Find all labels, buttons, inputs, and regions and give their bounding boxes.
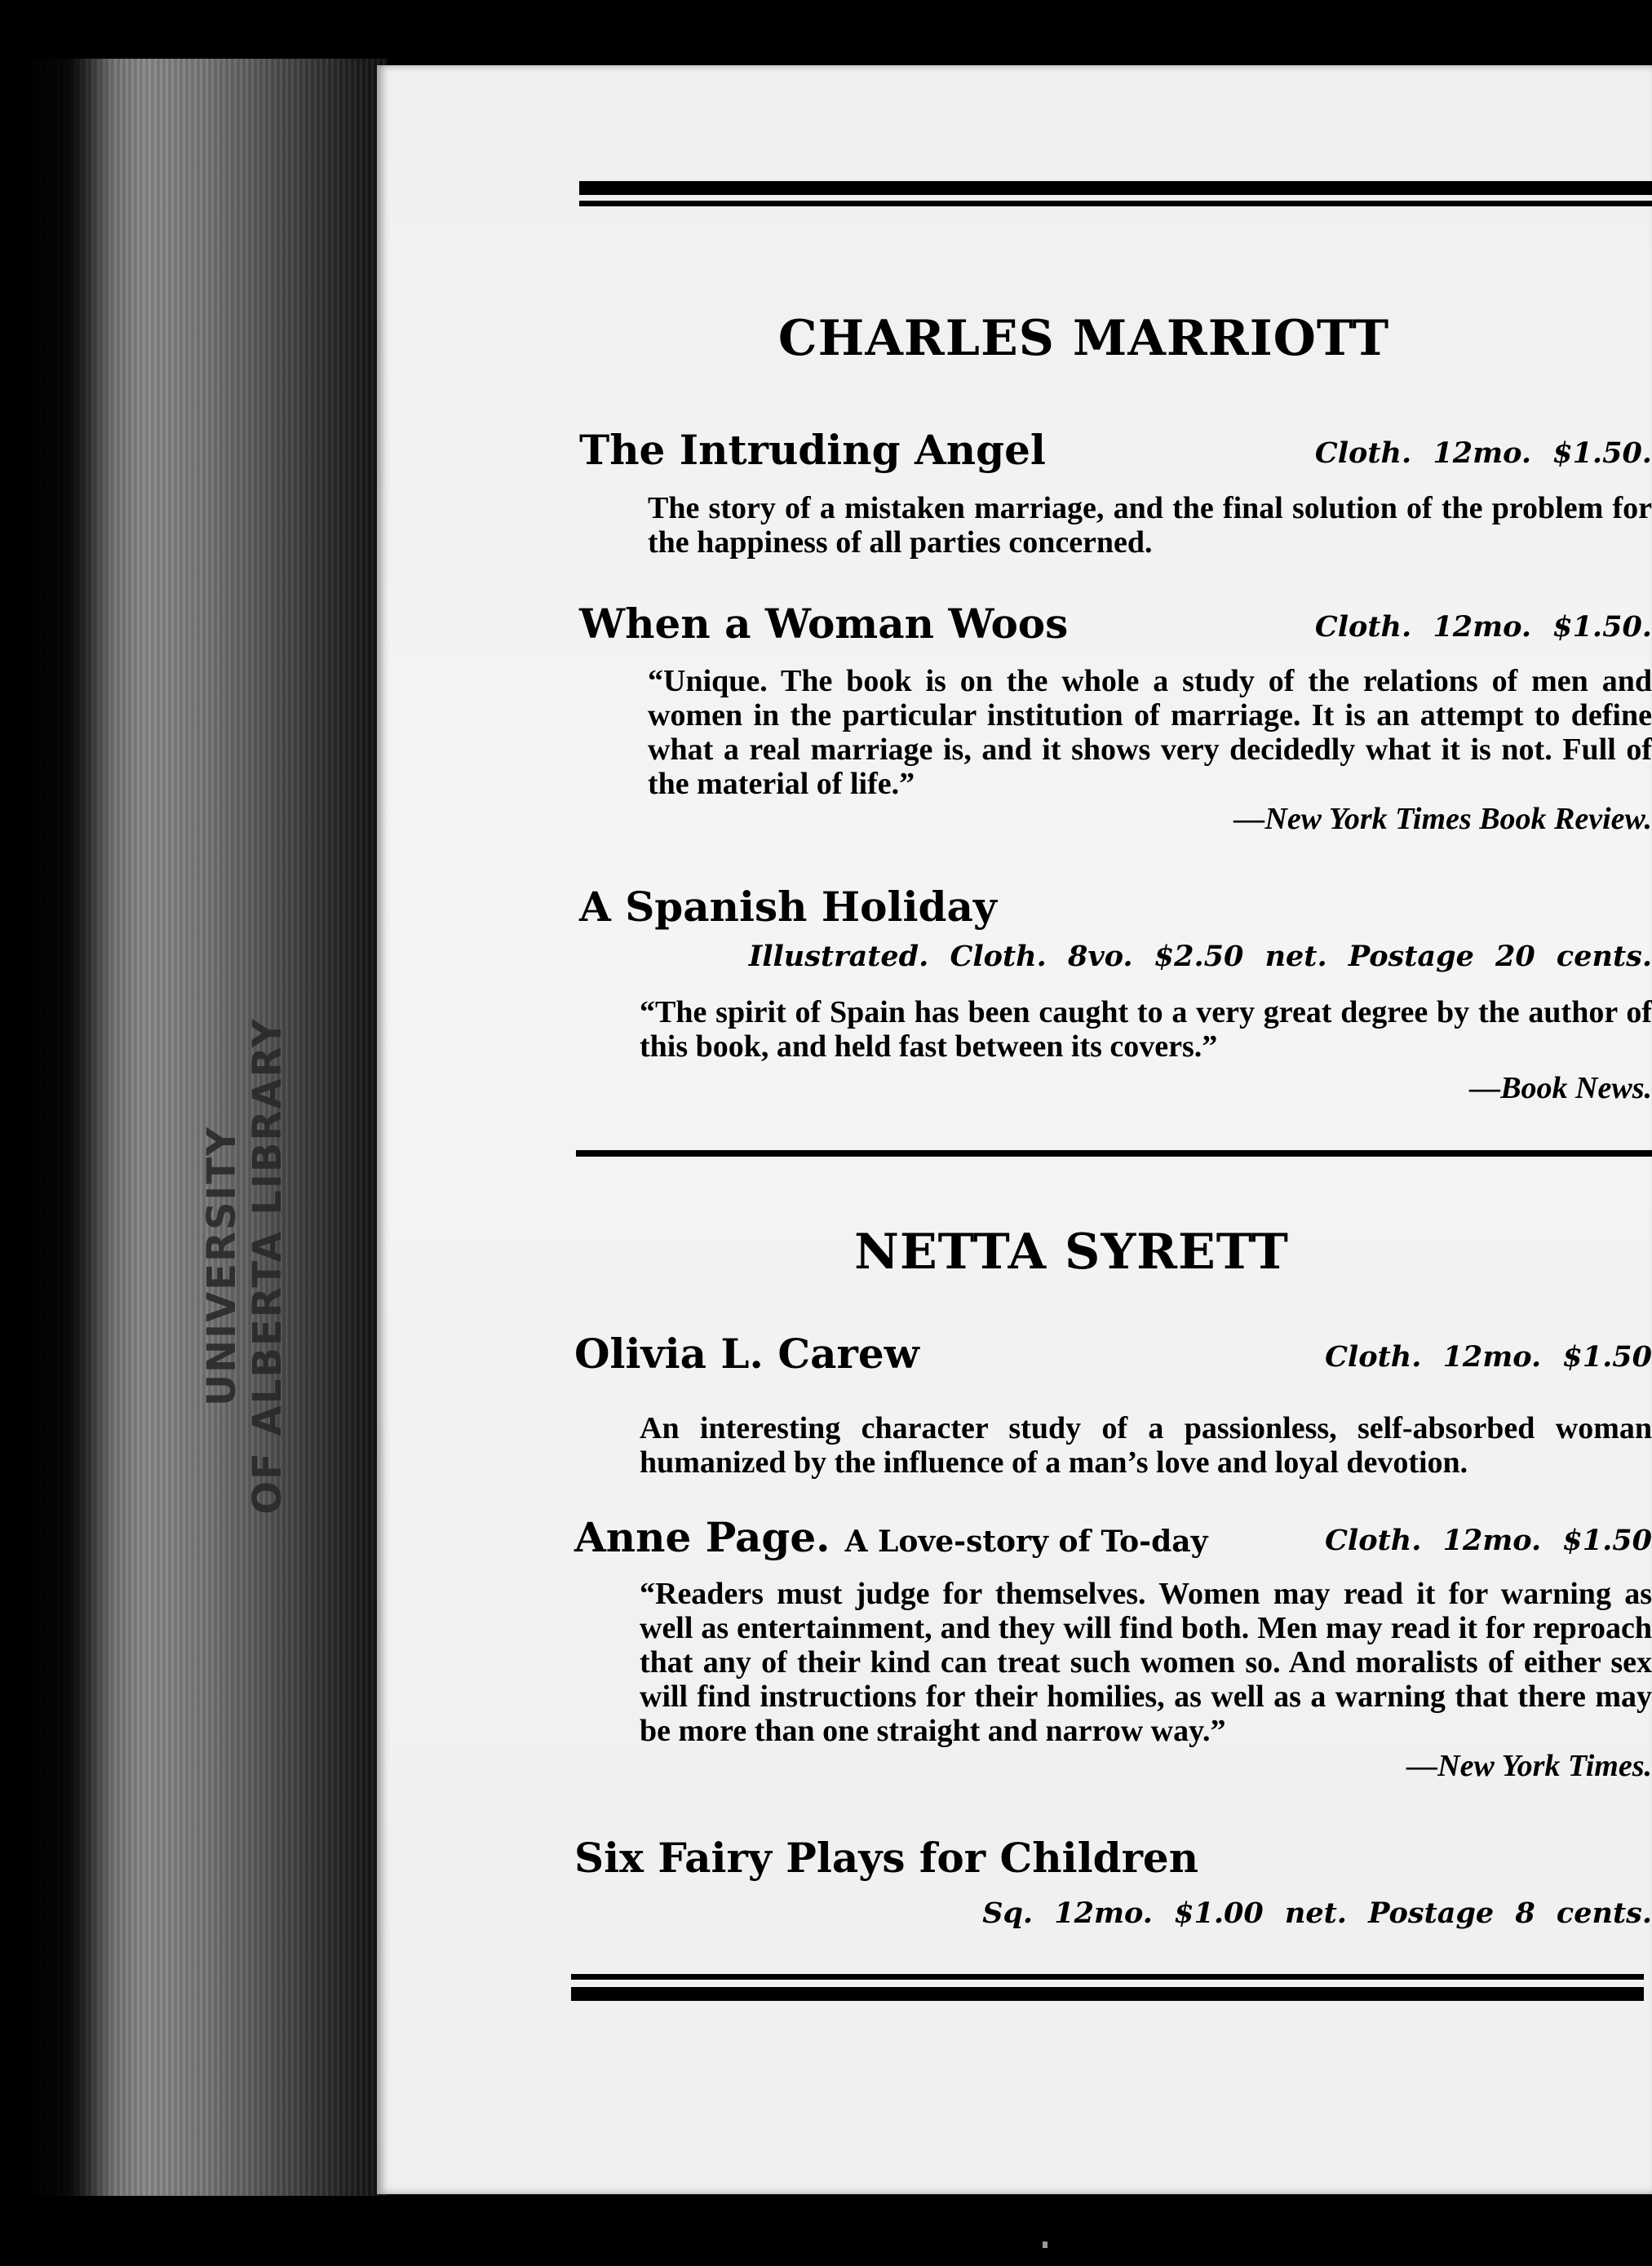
book-source-spanish-holiday: —Book News. — [1469, 1071, 1652, 1105]
book-title-spanish-holiday: A Spanish Holiday — [579, 883, 997, 931]
book-subtitle-anne-page: A Love-story of To-day — [844, 1525, 1208, 1559]
bottom-rule-thin — [571, 1974, 1644, 1980]
book-title-woman-woos: When a Woman Woos — [579, 600, 1069, 648]
book-desc-intruding-angel: The story of a mistaken marriage, and the final solution of the problem for the happiness of all parties concerned. — [648, 491, 1652, 560]
book-spine — [0, 59, 388, 2196]
bottom-rule-thick — [571, 1987, 1644, 2001]
spine-shadow — [0, 59, 114, 2196]
library-stamp — [199, 1017, 290, 1514]
book-meta-intruding-angel: Cloth. 12mo. $1.50. — [1314, 436, 1652, 470]
library-stamp-line-2: OF ALBERTA LIBRARY — [245, 1017, 290, 1515]
book-meta-spanish-holiday: Illustrated. Cloth. 8vo. $2.50 net. Postage 20 cents. — [748, 940, 1652, 973]
author-heading-marriott: CHARLES MARRIOTT — [777, 310, 1390, 367]
book-meta-olivia-carew: Cloth. 12mo. $1.50 — [1325, 1340, 1652, 1374]
section-divider-rule — [576, 1150, 1652, 1157]
book-source-anne-page: —New York Times. — [1406, 1749, 1652, 1783]
author-heading-syrett: NETTA SYRETT — [854, 1224, 1289, 1281]
catalog-page — [377, 65, 1652, 2194]
book-title-olivia-carew: Olivia L. Carew — [574, 1330, 919, 1378]
book-desc-olivia-carew: An interesting character study of a passionless, self-absorbed woman humanized by the influence of a man’s love and loyal devotion. — [640, 1411, 1652, 1480]
book-desc-woman-woos: “Unique. The book is on the whole a study of the relations of men and women in the particular institution of marriage. It is an attempt to define what a real marriage is, and it shows very decidedly what it is not. Full of the material of life.” — [648, 664, 1652, 801]
book-meta-six-fairy-plays: Sq. 12mo. $1.00 net. Postage 8 cents. — [982, 1896, 1652, 1930]
top-rule-thick — [579, 181, 1652, 195]
book-desc-spanish-holiday: “The spirit of Spain has been caught to a very great degree by the author of this book, and held fast between its covers.” — [640, 995, 1652, 1064]
top-rule-thin — [579, 201, 1652, 206]
book-title-six-fairy-plays: Six Fairy Plays for Children — [574, 1834, 1199, 1882]
library-stamp-line-1: UNIVERSITY — [199, 1126, 245, 1406]
book-desc-anne-page: “Readers must judge for themselves. Women may read it for warning as well as entertainment, and they will find both. Men may read it for reproach that any of their kind can treat such women so. And moralists of either sex will find instructions for their homilies, as well as a warning that there may be more than one straight and narrow way.” — [640, 1577, 1652, 1748]
book-title-intruding-angel: The Intruding Angel — [579, 426, 1046, 474]
book-source-woman-woos: —New York Times Book Review. — [1233, 802, 1652, 836]
book-title-anne-page — [574, 1513, 1208, 1561]
book-title-anne-page-main: Anne Page. — [574, 1513, 830, 1561]
dust-speck — [1043, 2242, 1047, 2248]
book-meta-anne-page: Cloth. 12mo. $1.50 — [1325, 1524, 1652, 1557]
book-meta-woman-woos: Cloth. 12mo. $1.50. — [1314, 610, 1652, 644]
